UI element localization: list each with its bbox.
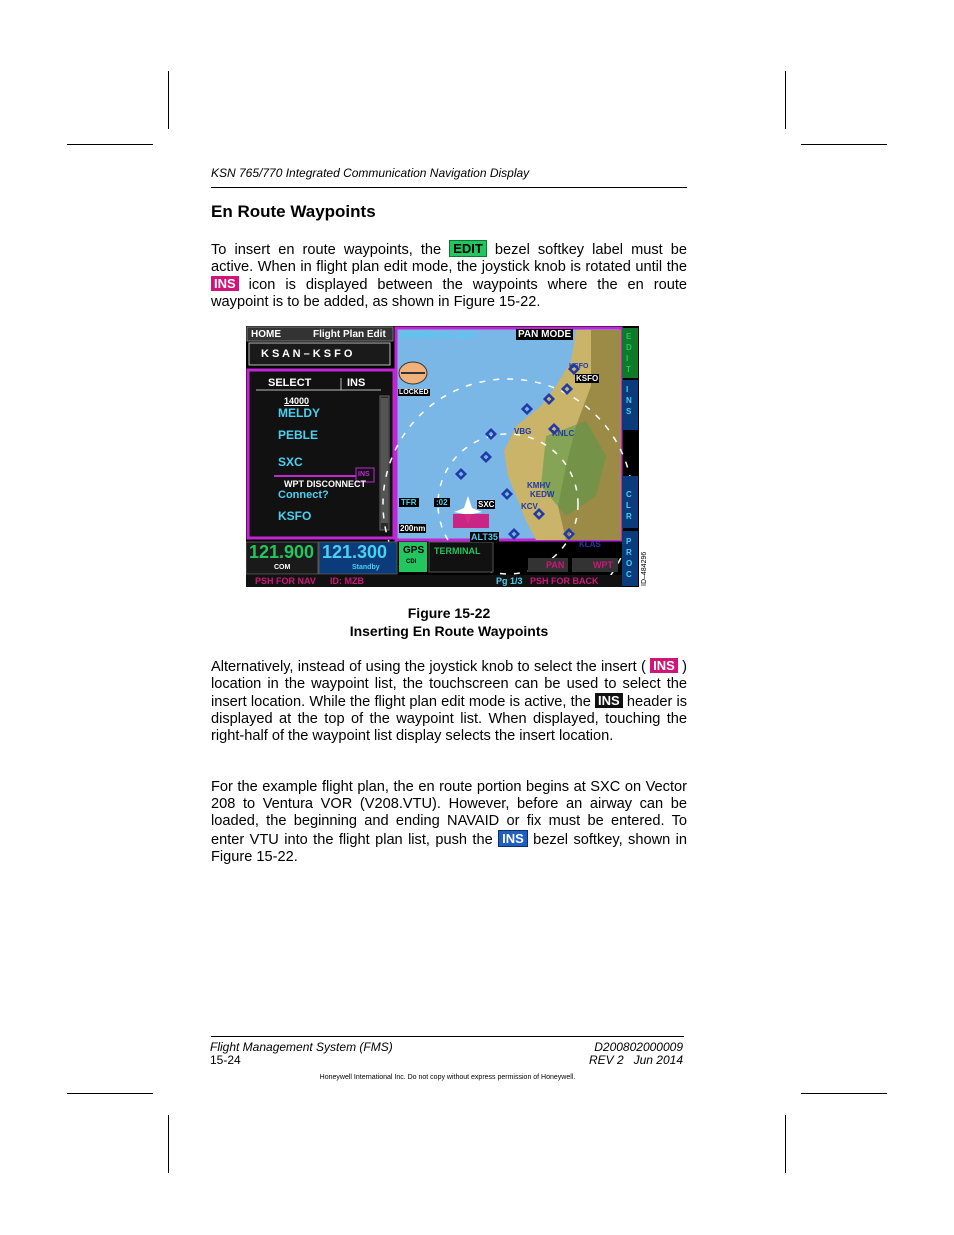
header-rule: [211, 187, 687, 188]
ins-icon-chip: INS: [650, 658, 678, 673]
figure-display: [246, 326, 639, 587]
map-label-ksfo-box: KSFO: [576, 374, 599, 383]
psh-for-nav-label: PSH FOR NAV: [255, 576, 316, 586]
edit-softkey-chip: EDIT: [449, 240, 487, 257]
standby-frequency[interactable]: 121.300: [322, 542, 388, 562]
crop-mark: [67, 144, 153, 145]
tfr-label: TFR: [401, 498, 417, 507]
page-indicator: Pg 1/3: [496, 576, 523, 586]
footer-page-number: 15-24: [210, 1053, 241, 1067]
terminal-label: TERMINAL: [434, 546, 481, 556]
ins-softkey-chip: INS: [498, 830, 528, 847]
range-label[interactable]: 200nm: [400, 524, 426, 533]
section-title: En Route Waypoints: [211, 202, 376, 221]
paragraph-2: [211, 658, 687, 745]
id-label: ID: MZB: [330, 576, 364, 586]
altitude-value: 14000: [284, 396, 310, 406]
para1-text-2: bezel softkey label must be active. When in flight plan edit mode, the joystick knob is rotated until the: [211, 242, 687, 275]
para3-text-2: bezel softkey, shown in Figure 15‐22.: [211, 832, 687, 865]
caption-line-2: Inserting En Route Waypoints: [349, 623, 549, 639]
figure-id-text: ID–484296: [641, 551, 648, 586]
ins-header[interactable]: INS: [347, 377, 366, 389]
caption-line-1: Figure 15‐22: [407, 605, 491, 621]
locked-label: LOCKED: [399, 389, 429, 396]
com-label: COM: [274, 564, 291, 571]
footer-rule: [211, 1036, 684, 1037]
footer-revision: REV 2 Jun 2014: [588, 1053, 683, 1067]
standby-label: Standby: [352, 564, 380, 571]
flight-plan-edit-title: Flight Plan Edit: [313, 329, 386, 340]
figure-id: [641, 548, 649, 586]
crop-mark: [67, 1093, 153, 1094]
ins-tag[interactable]: INS: [358, 471, 370, 478]
ins-header-chip: INS: [595, 693, 623, 708]
map-label-kedw: KEDW: [530, 490, 555, 499]
ins-icon-chip: INS: [211, 276, 239, 291]
tfr-value: :02: [436, 498, 448, 507]
map-label-kcv: KCV: [521, 502, 538, 511]
running-header: KSN 765/770 Integrated Communication Navigation Display: [211, 166, 530, 180]
route-field[interactable]: K S A N – K S F O: [261, 348, 353, 360]
cdi-label: CDI: [406, 559, 417, 565]
paragraph-3: [211, 779, 687, 866]
map-label-knlc: KNLC: [552, 429, 575, 438]
waypoint-peble[interactable]: PEBLE: [278, 428, 319, 442]
side-key-ins[interactable]: INS: [626, 385, 632, 416]
paragraph-1: [211, 240, 687, 311]
side-key-proc[interactable]: PROC: [626, 537, 633, 579]
com-frequency[interactable]: 121.900: [249, 542, 315, 562]
waypoint-meldy[interactable]: MELDY: [278, 406, 320, 420]
copyright-notice: Honeywell International Inc. Do not copy without express permission of Honeywell.: [319, 1074, 576, 1081]
crop-mark: [801, 1093, 887, 1094]
para2-text-2: ) location in the waypoint list, the touchscreen can be used to select the insert location. While the flight plan edit mode is active, the: [211, 659, 687, 710]
crop-mark: [785, 1115, 786, 1173]
alt-constraint: ALT35: [471, 532, 498, 542]
wpt-disconnect-label: WPT DISCONNECT: [284, 479, 366, 489]
waypoint-ksfo[interactable]: KSFO: [278, 509, 312, 523]
para2-text-3: header is displayed at the top of the waypoint list. When displayed, touching the right‐half of the waypoint list display selects the insert location.: [211, 694, 687, 744]
select-header[interactable]: SELECT: [268, 377, 312, 389]
map-label-ksfo: KSFO: [569, 363, 589, 370]
map-label-sxc: SXC: [478, 500, 495, 509]
crop-mark: [168, 71, 169, 129]
map-label-klas: KLAS: [579, 540, 601, 549]
crop-mark: [168, 1115, 169, 1173]
gps-label[interactable]: GPS: [403, 545, 425, 556]
psh-for-back-label: PSH FOR BACK: [530, 576, 599, 586]
footer-document-number: D200802000009: [594, 1040, 683, 1054]
graphical-edit-label: GRAPHICAL EDIT: [400, 330, 477, 340]
map-label-kmhv: KMHV: [527, 481, 551, 490]
footer-manual-title: Flight Management System (FMS): [210, 1040, 393, 1054]
crop-mark: [785, 71, 786, 129]
waypoint-sxc[interactable]: SXC: [278, 455, 303, 469]
side-key-clr[interactable]: CLR: [626, 490, 632, 521]
figure-caption: [211, 604, 687, 640]
para1-text-3: icon is displayed between the waypoints where the en route waypoint is to be added, as shown in Figure 15‐22.: [211, 277, 687, 310]
wpt-softkey[interactable]: WPT: [593, 560, 613, 570]
map-label-vbg: VBG: [514, 427, 532, 436]
home-button[interactable]: HOME: [251, 329, 281, 340]
para2-text-1: Alternatively, instead of using the joystick knob to select the insert (: [211, 659, 651, 675]
connect-label: Connect?: [278, 489, 329, 501]
pan-softkey[interactable]: PAN: [546, 560, 565, 570]
pan-mode-label: PAN MODE: [518, 329, 572, 340]
side-key-edit[interactable]: EDIT: [626, 332, 632, 374]
crop-mark: [801, 144, 887, 145]
para3-text-1: For the example flight plan, the en route portion begins at SXC on Vector 208 to Ventura VOR (V208.VTU). However, before an airway can be loaded, the beginning and ending NAVAID or fix must be entered. To enter VTU into the flight plan list, push the: [211, 779, 687, 848]
para1-text-1: To insert en route waypoints, the: [211, 242, 450, 258]
